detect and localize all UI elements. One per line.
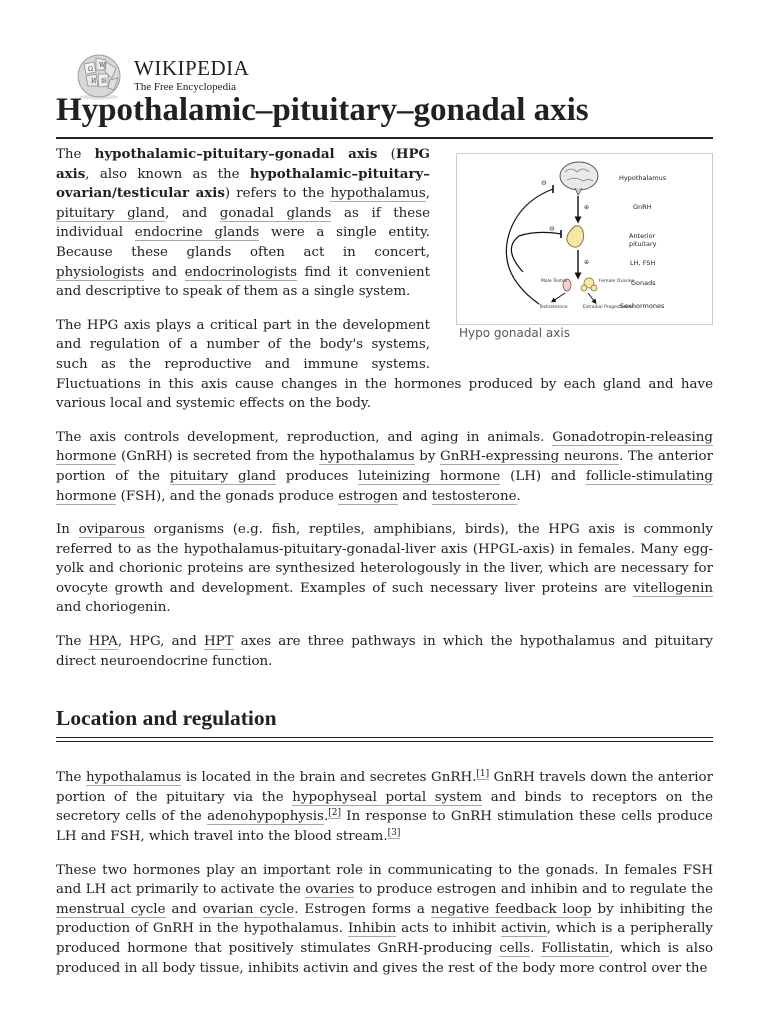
link-testosterone[interactable]: testosterone: [431, 488, 517, 504]
link-follistatin[interactable]: Follistatin: [541, 941, 610, 956]
paragraph-axis-controls: The axis controls development, reproduction, and aging in animals. Gonadotropin-releasing hormone (GnRH) is secreted from the hypothalamus by GnRH-expressing neurons. The anterior portion of the pituitary gland produces luteinizing hormone (LH) and follicle-stimulating hormone (FSH), and the gonads produce estrogen and testosterone.: [56, 429, 713, 504]
link-estrogen[interactable]: estrogen: [338, 488, 399, 504]
link-ovarian-cycle[interactable]: ovarian cycle: [202, 901, 295, 917]
link-activin[interactable]: activin: [501, 921, 547, 937]
link-gnrh-neurons[interactable]: GnRH-expressing neurons: [440, 449, 619, 465]
link-negative-feedback-loop[interactable]: negative feedback loop: [430, 901, 592, 917]
reference-2[interactable]: [2]: [328, 807, 341, 818]
link-ovaries[interactable]: ovaries: [305, 882, 355, 898]
section-divider: [56, 741, 713, 742]
link-pituitary-gland[interactable]: pituitary gland: [169, 468, 277, 484]
link-cells[interactable]: cells: [499, 941, 531, 956]
svg-text:Ω: Ω: [88, 66, 93, 73]
link-oviparous[interactable]: oviparous: [78, 522, 146, 538]
label-pituitary: pituitary: [629, 240, 657, 248]
plus-sign: ⊕: [584, 259, 590, 266]
reference-3[interactable]: [3]: [387, 827, 401, 838]
bold-term: hypothalamic–pituitary–gonadal axis: [94, 146, 378, 162]
label-gnrh: GnRH: [633, 203, 652, 211]
section-heading-location: Location and regulation: [56, 706, 277, 731]
article-body: [56, 145, 713, 992]
link-adenohypophysis[interactable]: adenohypophysis: [207, 809, 324, 825]
link-gonadal-glands[interactable]: gonadal glands: [219, 205, 332, 221]
wikipedia-wordmark[interactable]: WIKIPEDIA: [134, 56, 250, 80]
link-endocrinologists[interactable]: endocrinologists: [184, 264, 298, 280]
paragraph-hormones: These two hormones play an important role in communicating to the gonads. In females FSH and LH act primarily to activate the ovaries to produce estrogen and inhibin and to regulate the menstrual cycle and ovarian cycle. Estrogen forms a negative feedback loop by inhibiting the production of GnRH in the hypothalamus. Inhibin acts to inhibit activin, which is a peripherally produced hormone that positively stimulates GnRH-producing cells. Follistatin, which is also produced in all body tissue, inhibits activin and gives the rest of the body more control over the: [56, 862, 714, 976]
label-gonads: Gonads: [631, 279, 656, 287]
svg-text:W: W: [99, 62, 106, 69]
label-male-testes: Male Testes: [541, 279, 568, 284]
page-title: Hypothalamic–pituitary–gonadal axis: [56, 92, 589, 128]
link-pituitary-gland[interactable]: pituitary gland: [56, 205, 166, 221]
link-hypothalamus[interactable]: hypothalamus: [86, 770, 182, 786]
svg-text:И: И: [91, 78, 97, 85]
link-hpa[interactable]: HPA: [88, 634, 118, 650]
link-hpt[interactable]: HPT: [203, 634, 234, 650]
link-physiologists[interactable]: physiologists: [56, 264, 145, 280]
paragraph-axes: The HPA, HPG, and HPT axes are three pathways in which the hypothalamus and pituitary direct neuroendocrine function.: [56, 634, 714, 669]
minus-sign: ⊖: [541, 179, 547, 187]
bold-term: HPG axis: [56, 146, 430, 182]
section-divider: [56, 737, 713, 738]
link-hypothalamus[interactable]: hypothalamus: [330, 186, 426, 202]
label-lh-fsh: LH, FSH: [630, 259, 656, 267]
paragraph-location: The hypothalamus is located in the brain and secretes GnRH.[1] GnRH travels down the anterior portion of the pituitary via the hypophyseal portal system and binds to receptors on the secretory cells of the adenohypophysis.[2] In response to GnRH stimulation these cells produce LH and FSH, which travel into the blood stream.[3]: [56, 768, 713, 845]
label-sexhormones: Sexhormones: [620, 302, 665, 310]
link-menstrual-cycle[interactable]: menstrual cycle: [56, 901, 166, 917]
link-hypophyseal-portal-system[interactable]: hypophyseal portal system: [292, 789, 483, 805]
link-luteinizing-hormone[interactable]: luteinizing hormone: [358, 468, 501, 484]
link-vitellogenin[interactable]: vitellogenin: [633, 580, 713, 596]
paragraph-intro: The hypothalamic–pituitary–gonadal axis (HPG axis, also known as the hypothalamic–pituitary–ovarian/testicular axis) refers to the hypothalamus, pituitary gland, and gonadal glands as if these individual endocrine glands were a single entity. Because these glands often act in concert, physiologists and endocrinologists find it convenient and descriptive to speak of them as a single system.: [56, 146, 431, 300]
title-divider: [56, 137, 713, 139]
link-hypothalamus[interactable]: hypothalamus: [319, 449, 415, 465]
label-anterior: Anterior: [629, 232, 656, 240]
figure-caption: Hypo gonadal axis: [459, 326, 570, 340]
label-testosterone: Testosterone: [539, 305, 568, 310]
reference-1[interactable]: [1]: [476, 768, 490, 779]
label-estradiol: Estradiol Progesterone: [583, 305, 634, 310]
link-fsh[interactable]: follicle-stimulating hormone: [56, 468, 713, 504]
plus-sign: ⊕: [584, 204, 590, 211]
link-inhibin[interactable]: Inhibin: [347, 921, 397, 937]
label-female-ovaries: Female Ovaries: [599, 279, 634, 284]
paragraph-function: The HPG axis plays a critical part in the development and regulation of a number of the body's systems, such as the reproductive and immune systems. Fluctuations in this axis cause changes in the hormones produced by each gland and have various local and systemic effects on the body.: [56, 317, 713, 412]
paragraph-oviparous: In oviparous organisms (e.g. fish, reptiles, amphibians, birds), the HPG axis is commonly referred to as the hypothalamus-pituitary-gonadal-liver axis (HPGL-axis) in females. Many egg-yolk and chorionic proteins are synthesized heterologously in the liver, which are necessary for ovocyte growth and development. Examples of such necessary liver proteins are vitellogenin and choriogenin.: [56, 522, 713, 616]
label-hypothalamus: Hypothalamus: [619, 174, 667, 182]
bold-term: hypothalamic–pituitary–ovarian/testicular axis: [56, 165, 430, 202]
link-gnrh[interactable]: Gonadotropin-releasing hormone: [56, 429, 713, 465]
link-endocrine-glands[interactable]: endocrine glands: [134, 225, 260, 241]
figure-spacer: [430, 145, 713, 371]
wikipedia-tagline: The Free Encyclopedia: [134, 81, 237, 93]
svg-text:維: 維: [101, 78, 108, 85]
minus-sign: ⊖: [549, 225, 555, 233]
